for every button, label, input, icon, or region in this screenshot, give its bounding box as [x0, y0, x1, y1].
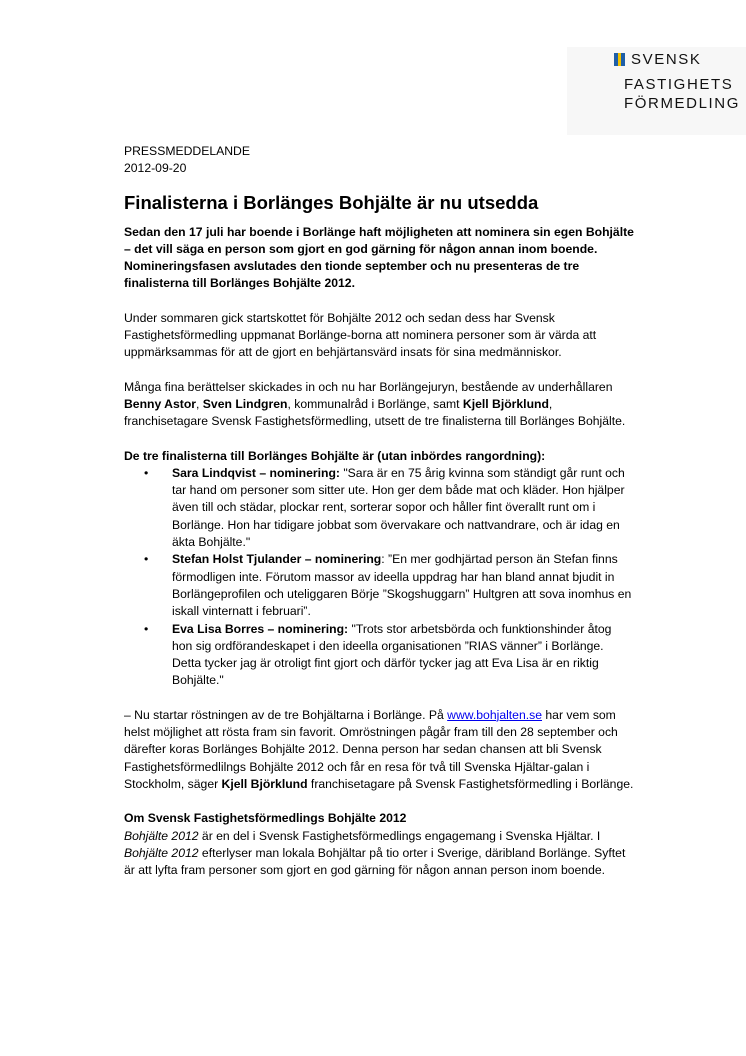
about-heading: Om Svensk Fastighetsförmedlings Bohjälte 2012: [124, 811, 407, 826]
finalist-nomination: : ”En mer godhjärtad person än Stefan finns förmodligen inte. Förutom massor av ideella uppdrag har han bland annat bjudit in Borlängeprofilen och uteliggaren Börje ”Skogshuggarn” Hultgren att sova inomhus en iskall vinternatt i februari”.: [172, 552, 632, 619]
logo-line-3: FÖRMEDLING: [624, 95, 741, 112]
jury-name-sven: Sven Lindgren: [202, 396, 288, 411]
jury-name-kjell: Kjell Björklund: [462, 396, 549, 411]
jury-name-benny: Benny Astor: [124, 396, 197, 411]
swedish-flag-icon: [614, 53, 625, 66]
bohjalten-link[interactable]: www.bohjalten.se: [447, 707, 543, 722]
logo-line-2: FASTIGHETS: [624, 76, 734, 93]
finalist-name: Eva Lisa Borres – nominering:: [172, 621, 349, 636]
paragraph-summer: Under sommaren gick startskottet för Bohjälte 2012 och sedan dess har Svensk Fastighetsförmedling uppmanat Borlänge-borna att nominera personer som är värda att uppmärksammas för att de gjort en behjärtansvärd insats för sina medmänniskor.: [124, 310, 597, 360]
doc-type: PRESSMEDDELANDE: [124, 144, 250, 158]
list-item: [124, 551, 634, 620]
list-item: [124, 621, 634, 690]
press-release-body: [124, 143, 634, 896]
bullet-icon: •: [144, 465, 149, 480]
bullet-icon: •: [144, 621, 149, 636]
finalists-list: [124, 465, 634, 690]
finalist-name: Sara Lindqvist – nominering:: [172, 465, 340, 480]
bullet-icon: •: [144, 552, 149, 567]
about-paragraph: Bohjälte 2012 är en del i Svensk Fastighetsförmedlings engagemang i Svenska Hjältar. I Bohjälte 2012 efterlyser man lokala Bohjältar på tio orter i Sverige, däribland Borlänge. Syftet är att lyfta fram personer som gjort en god gärning för någon annan person inom boende.: [124, 828, 626, 878]
list-item: [124, 465, 634, 551]
page-title: Finalisterna i Borlänges Bohjälte är nu utsedda: [124, 191, 539, 213]
paragraph-jury: Många fina berättelser skickades in och nu har Borlängejuryn, bestående av underhållaren Benny Astor, Sven Lindgren, kommunalråd i Borlänge, samt Kjell Björklund, franchisetagare Svensk Fastighetsförmedling, utsett de tre finalisterna till Borlänges Bohjälte.: [124, 379, 626, 429]
quote-author: Kjell Björklund: [221, 776, 308, 791]
finalist-nomination: "Trots stor arbetsbörda och funktionshinder åtog hon sig ordförandeskapet i den ideella organisationen ”RIAS vänner” i Borlänge. Detta tycker jag är otroligt fint gjort och därför tycker jag att Eva Lisa är en riktig Bohjälte.": [172, 621, 612, 688]
finalist-nomination: "Sara är en 75 årig kvinna som ständigt går runt och tar hand om personer som sitter ute. Hon ger dem både mat och kläder. Hon hjälper även till och städar, plockar rent, sorterar sopor och håller fint överallt runt om i Borlänge. Hon har tidigare jobbat som övervakare och nattvandrare, och är idag en äkta Bohjälte.": [172, 465, 625, 550]
paragraph-voting: – Nu startar röstningen av de tre Bohjältarna i Borlänge. På www.bohjalten.se har vem som helst möjlighet att rösta fram sin favorit. Omröstningen pågår fram till den 28 september och därefter koras Borlänges Bohjälte 2012. Denna person har sedan chansen att bli Svensk Fastighetsförmedlilngs Bohjälte 2012 och får en resa för två till Svenska Hjältar-galan i Stockholm, säger Kjell Björklund franchisetagare på Svensk Fastighetsförmedling i Borlänge.: [124, 707, 634, 791]
logo-line-1: SVENSK: [631, 51, 702, 68]
lead-paragraph: Sedan den 17 juli har boende i Borlänge haft möjligheten att nominera sin egen Bohjälte – det vill säga en person som gjort en god gärning för någon annan inom boende. Nomineringsfasen avslutades den tionde september och nu presenteras de tre finalisterna till Borlänges Bohjälte 2012.: [124, 224, 634, 291]
doc-date: 2012-09-20: [124, 161, 187, 176]
finalist-name: Stefan Holst Tjulander – nominering: [172, 552, 382, 567]
finalists-heading: De tre finalisterna till Borlänges Bohjälte är (utan inbördes rangordning):: [124, 448, 546, 463]
